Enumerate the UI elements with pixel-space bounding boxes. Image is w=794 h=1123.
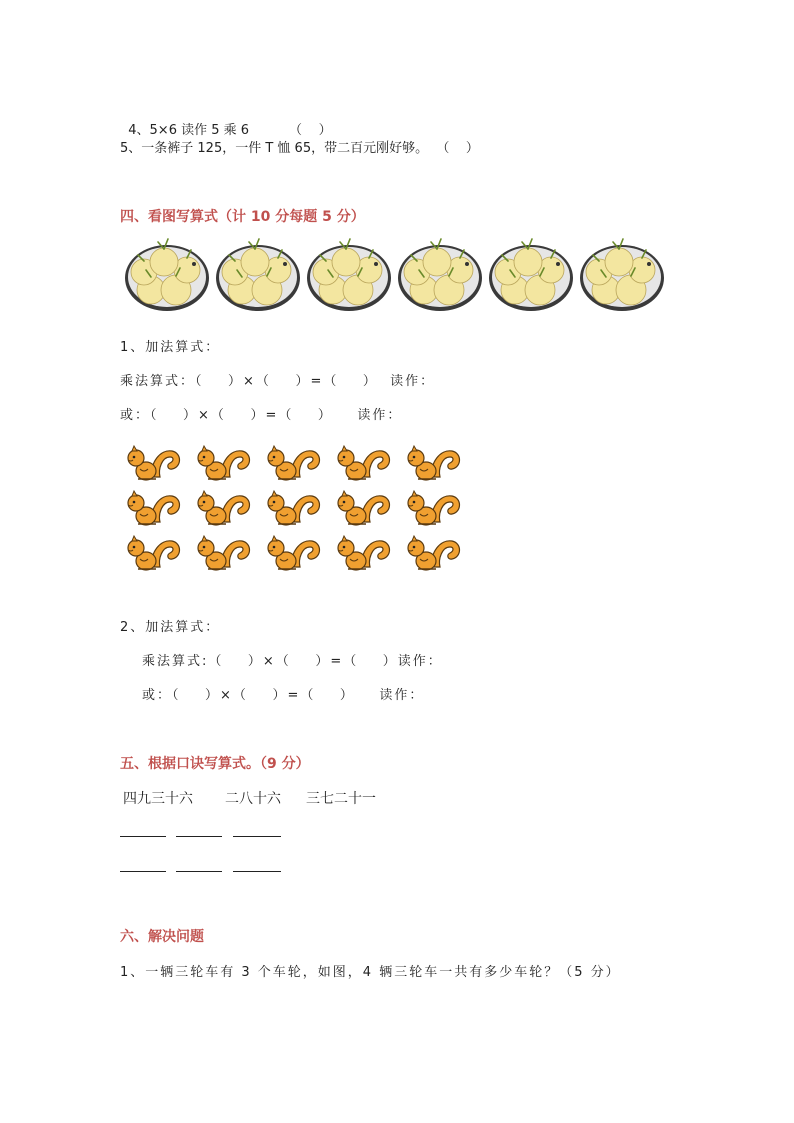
squirrel xyxy=(402,533,472,573)
rhyme-1: 四九三十六 xyxy=(123,791,193,807)
squirrel xyxy=(332,443,402,483)
answer-blank-3a xyxy=(233,836,281,837)
squirrel xyxy=(262,533,332,573)
question-4-text: 4、5×6 读作 5 乘 6 xyxy=(128,123,250,138)
squirrel xyxy=(332,533,402,573)
pear-plates-picture xyxy=(124,234,665,312)
section-5-heading: 五、根据口诀写算式。（9 分） xyxy=(120,756,310,772)
q2-alternative-prompt: 或：（ ）×（ ）=（ ） 读作： xyxy=(142,688,425,703)
pear-plate xyxy=(579,234,665,312)
squirrel xyxy=(192,443,262,483)
pear-plate xyxy=(488,234,574,312)
question-5: 5、一条裤子 125，一件 T 恤 65，带二百元刚好够。 （ ） xyxy=(120,141,479,156)
squirrel xyxy=(262,443,332,483)
squirrel xyxy=(402,443,472,483)
question-4-answer-paren: （ ） xyxy=(289,123,332,138)
answer-blank-3b xyxy=(233,871,281,872)
q2-addition-prompt: 2、加法算式： xyxy=(120,620,221,635)
pear-plate xyxy=(397,234,483,312)
q2-multiplication-prompt: 乘法算式:（ ）×（ ）=（ ）读作： xyxy=(142,654,443,669)
answer-blank-2b xyxy=(176,871,222,872)
q1-addition-prompt: 1、加法算式： xyxy=(120,340,221,355)
question-4 xyxy=(120,104,332,138)
squirrels-picture xyxy=(122,443,492,573)
squirrel xyxy=(122,443,192,483)
rhyme-2: 二八十六 xyxy=(225,791,281,807)
answer-blank-1a xyxy=(120,836,166,837)
problem-1: 1、一辆三轮车有 3 个车轮，如图，4 辆三轮车一共有多少车轮？（5 分） xyxy=(120,965,621,980)
section-4-heading: 四、看图写算式（计 10 分每题 5 分） xyxy=(120,209,365,225)
answer-blank-1b xyxy=(120,871,166,872)
squirrel xyxy=(332,488,402,528)
squirrel xyxy=(262,488,332,528)
squirrel xyxy=(122,533,192,573)
squirrel xyxy=(402,488,472,528)
section-6-heading: 六、解决问题 xyxy=(120,929,204,945)
pear-plate xyxy=(306,234,392,312)
squirrel xyxy=(122,488,192,528)
answer-blank-2a xyxy=(176,836,222,837)
squirrel xyxy=(192,533,262,573)
pear-plate xyxy=(124,234,210,312)
squirrel xyxy=(192,488,262,528)
pear-plate xyxy=(215,234,301,312)
q1-alternative-prompt: 或：（ ）×（ ）=（ ） 读作： xyxy=(120,408,403,423)
q1-multiplication-prompt: 乘法算式：（ ）×（ ）=（ ） 读作： xyxy=(120,374,436,389)
rhyme-3: 三七二十一 xyxy=(306,791,376,807)
